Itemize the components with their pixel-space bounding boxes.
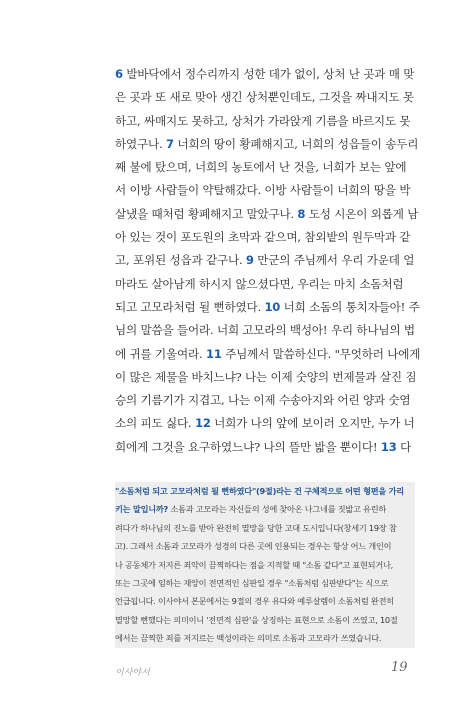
text-line (115, 86, 414, 109)
text-segment: 아 있는 것이 포도원의 초막과 같으며, 참외밭의 원두막과 같 (115, 230, 411, 245)
text-segment: 다 (396, 439, 412, 454)
note-line (115, 556, 415, 574)
text-segment: 멸망할 뻔했다는 의미이니 '전면적 심판'을 상징하는 표현으로 소돔이 쓰였고, 10절 (115, 614, 398, 625)
note-line (115, 574, 415, 592)
note-line (115, 629, 415, 647)
text-segment: 언급됩니다. 이사야서 본문에서는 9절의 경우 유다와 예루살렘이 소돔처럼 완전히 (115, 596, 394, 607)
text-segment: 살냈을 때처럼 황폐해지고 말았구나. (115, 206, 298, 221)
verse-number: 12 (194, 416, 211, 431)
note-line (115, 519, 415, 537)
text-segment: 소의 피도 싫다. (115, 416, 195, 431)
text-segment: 서 이방 사람들이 약탈해갔다. 이방 사람들이 너희의 땅을 박 (115, 183, 411, 198)
commentary-note (115, 482, 415, 648)
text-segment: 에 귀를 기울여라. (115, 346, 206, 361)
note-line (115, 500, 415, 518)
text-segment: 너희 소돔의 통치자들아! 주 (280, 299, 420, 314)
verse-number: 6 (115, 67, 123, 81)
verse-number: 9 (245, 253, 254, 268)
text-segment: 되고 고모라처럼 될 뻔하였다. (115, 299, 265, 314)
text-line (115, 110, 410, 133)
verse-number: 11 (205, 346, 222, 361)
text-line (115, 343, 421, 366)
text-segment: 님의 말씀을 들어라. 너희 고모라의 백성아! 우리 하나님의 법 (115, 323, 415, 338)
text-line (115, 319, 415, 342)
text-segment: 희에게 그것을 요구하였느냐? 나의 뜰만 밟을 뿐이다! (115, 439, 381, 454)
text-segment: 만군의 주님께서 우리 가운데 얼 (253, 253, 415, 268)
text-line (115, 273, 410, 296)
verse-number: 8 (297, 206, 306, 221)
text-segment: 려다가 하나님의 진노를 받아 완전히 멸망을 당한 고대 도시입니다(창세기 19장 참 (115, 522, 397, 533)
note-line (115, 537, 415, 555)
text-segment: 또는 그곳에 임하는 재앙이 전면적인 심판일 경우 "소돔처럼 심판받다"는 식으로 (115, 578, 389, 589)
text-line (115, 366, 417, 389)
text-line (115, 296, 420, 319)
text-segment: 소돔과 고모라는 자신들의 성에 찾아온 나그네를 짓밟고 유린하 (168, 504, 387, 515)
note-line (115, 611, 415, 629)
verse-number: 10 (264, 299, 281, 314)
text-line (115, 133, 419, 156)
text-segment: 도성 시온이 외롭게 남 (305, 206, 419, 221)
text-segment: 고, 포위된 성읍과 같구나. (115, 253, 246, 268)
text-segment: 주님께서 말씀하신다. "무엇하러 나에게 (221, 346, 421, 361)
text-segment: 마라도 살아남게 하시지 않으셨다면, 우리는 마치 소돔처럼 (115, 276, 404, 291)
verse-number: 13 (380, 439, 397, 454)
text-line (115, 226, 410, 249)
text-line (115, 249, 415, 272)
text-segment: 에서는 끔찍한 죄를 저지르는 백성이라는 의미로 소돔과 고모라가 쓰였습니다. (115, 633, 382, 644)
text-segment: 째 불에 탔으며, 너희의 농토에서 난 것을, 너희가 보는 앞에 (115, 160, 407, 175)
question-highlight: "소돔처럼 되고 고모라처럼 될 뻔하였다"(9절)라는 건 구체적으로 어떤 형편을 가리 (115, 486, 404, 496)
text-segment: 너희가 나의 앞에 보이러 오지만, 누가 너 (210, 416, 415, 431)
text-segment: 은 곳과 또 새로 맞아 생긴 상처뿐인데도, 그것을 짜내지도 못 (115, 90, 414, 105)
running-footer-title: 이사야서 (115, 668, 150, 678)
page-number: 19 (391, 660, 408, 675)
text-segment: 승의 기름기가 지겹고, 나는 이제 수송아지와 어린 양과 숫염 (115, 393, 411, 408)
text-segment: 이 많은 제물을 바치느냐? 나는 이제 숫양의 번제물과 살진 짐 (115, 369, 417, 384)
text-line (115, 436, 410, 459)
text-segment: 고). 그래서 소돔과 고모라가 성경의 다른 곳에 인용되는 경우는 항상 어느 개인이 (115, 541, 392, 552)
scripture-text (115, 63, 421, 459)
text-line (115, 156, 410, 179)
text-line (115, 389, 410, 412)
question-highlight: 키는 말입니까? (115, 504, 169, 515)
note-line (115, 482, 415, 500)
text-line (115, 179, 410, 202)
verse-number: 7 (165, 136, 174, 151)
note-line (115, 592, 415, 610)
text-segment: 하고, 싸매지도 못하고, 상처가 가라앉게 기름을 바르지도 못 (115, 113, 411, 128)
text-line (115, 412, 415, 435)
text-segment: 너희의 땅이 황폐해지고, 너희의 성읍들이 송두리 (173, 136, 419, 151)
text-segment: 하였구나. (115, 136, 166, 151)
text-line (115, 63, 415, 86)
text-segment: 나 공동체가 저지른 죄악이 끔찍하다는 점을 지적할 때 "소돔 같다"고 표현되거나, (115, 559, 394, 570)
text-line (115, 203, 419, 226)
text-segment: 발바닥에서 정수리까지 성한 데가 없이, 상처 난 곳과 매 맞 (122, 67, 415, 81)
